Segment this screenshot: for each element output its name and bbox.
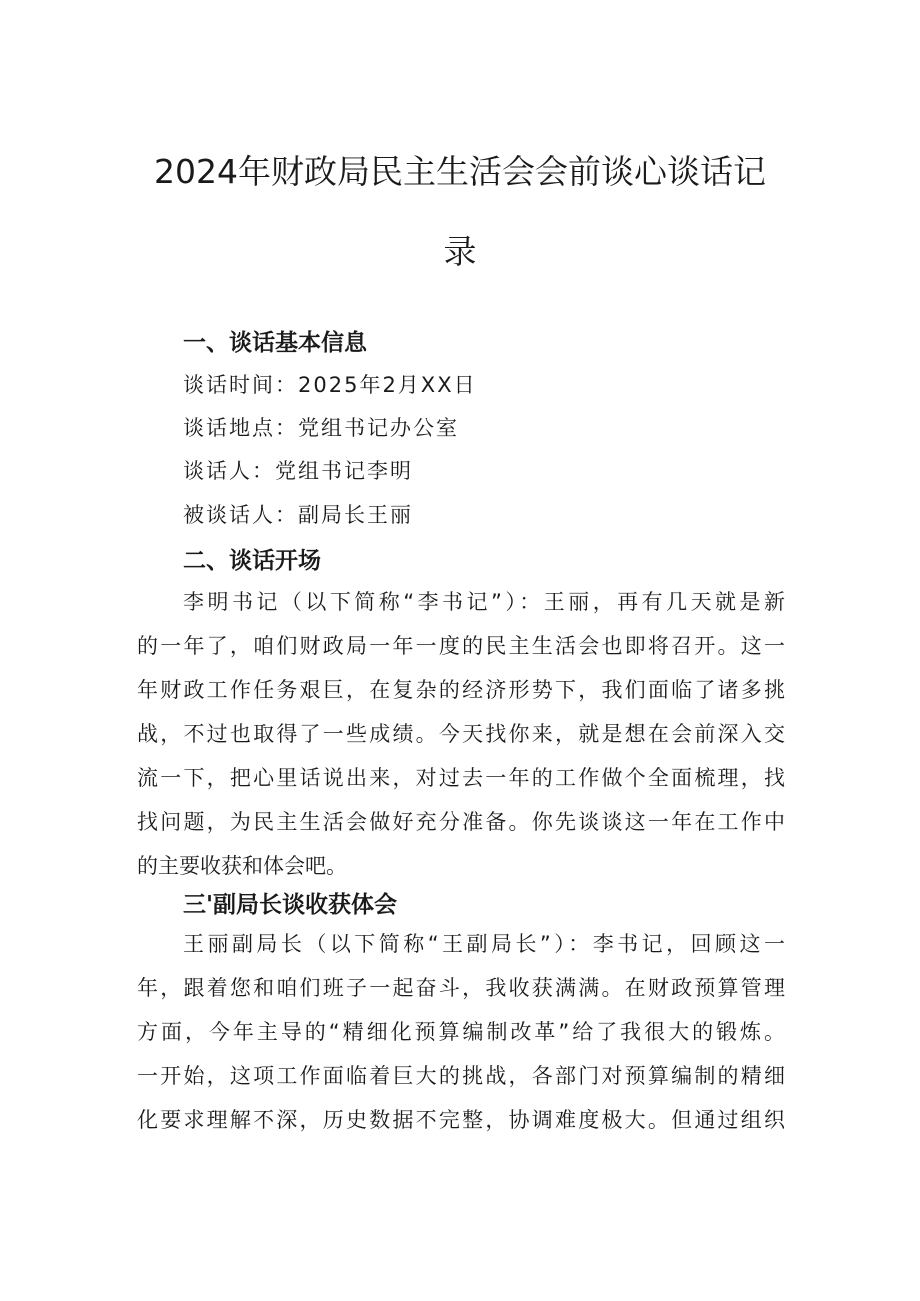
paragraph-line: 年，跟着您和咱们班子一起奋斗，我收获满满。在财政预算管理 [137, 976, 785, 1000]
paragraph-gains [137, 922, 785, 1142]
section-heading-opening: 二、谈话开场 [183, 548, 321, 574]
paragraph-line: 年财政工作任务艰巨，在复杂的经济形势下，我们面临了诸多挑 [137, 678, 785, 702]
paragraph-line: 战，不过也取得了一些成绩。今天找你来，就是想在会前深入交 [137, 722, 785, 746]
document-title-line-1: 2024年财政局民主生活会会前谈心谈话记 [154, 152, 766, 191]
paragraph-line: 一开始，这项工作面临着巨大的挑战，各部门对预算编制的精细 [137, 1064, 785, 1088]
paragraph-line: 方面，今年主导的“精细化预算编制改革”给了我很大的锻炼。 [137, 1020, 785, 1044]
info-location: 谈话地点：党组书记办公室 [183, 416, 459, 440]
paragraph-line: 流一下，把心里话说出来，对过去一年的工作做个全面梳理，找 [137, 766, 785, 790]
paragraph-line: 王丽副局长（以下简称“王副局长”）：李书记，回顾这一 [183, 932, 785, 956]
info-time: 谈话时间：2025年2月XX日 [183, 373, 477, 397]
paragraph-line: 的主要收获和体会吧。 [137, 854, 347, 878]
paragraph-line: 的一年了，咱们财政局一年一度的民主生活会也即将召开。这一 [137, 634, 785, 658]
section-heading-basic-info: 一、谈话基本信息 [183, 330, 367, 356]
paragraph-opening [137, 580, 785, 888]
document-title-line-2: 录 [443, 232, 477, 271]
paragraph-line: 李明书记（以下简称“李书记”）：王丽，再有几天就是新 [183, 590, 785, 614]
info-interviewee: 被谈话人：副局长王丽 [183, 503, 413, 527]
section-heading-gains: 三'副局长谈收获体会 [183, 892, 398, 918]
paragraph-line: 化要求理解不深，历史数据不完整，协调难度极大。但通过组织 [137, 1108, 785, 1132]
info-interviewer: 谈话人：党组书记李明 [183, 459, 413, 483]
paragraph-line: 找问题，为民主生活会做好充分准备。你先谈谈这一年在工作中 [137, 810, 785, 834]
